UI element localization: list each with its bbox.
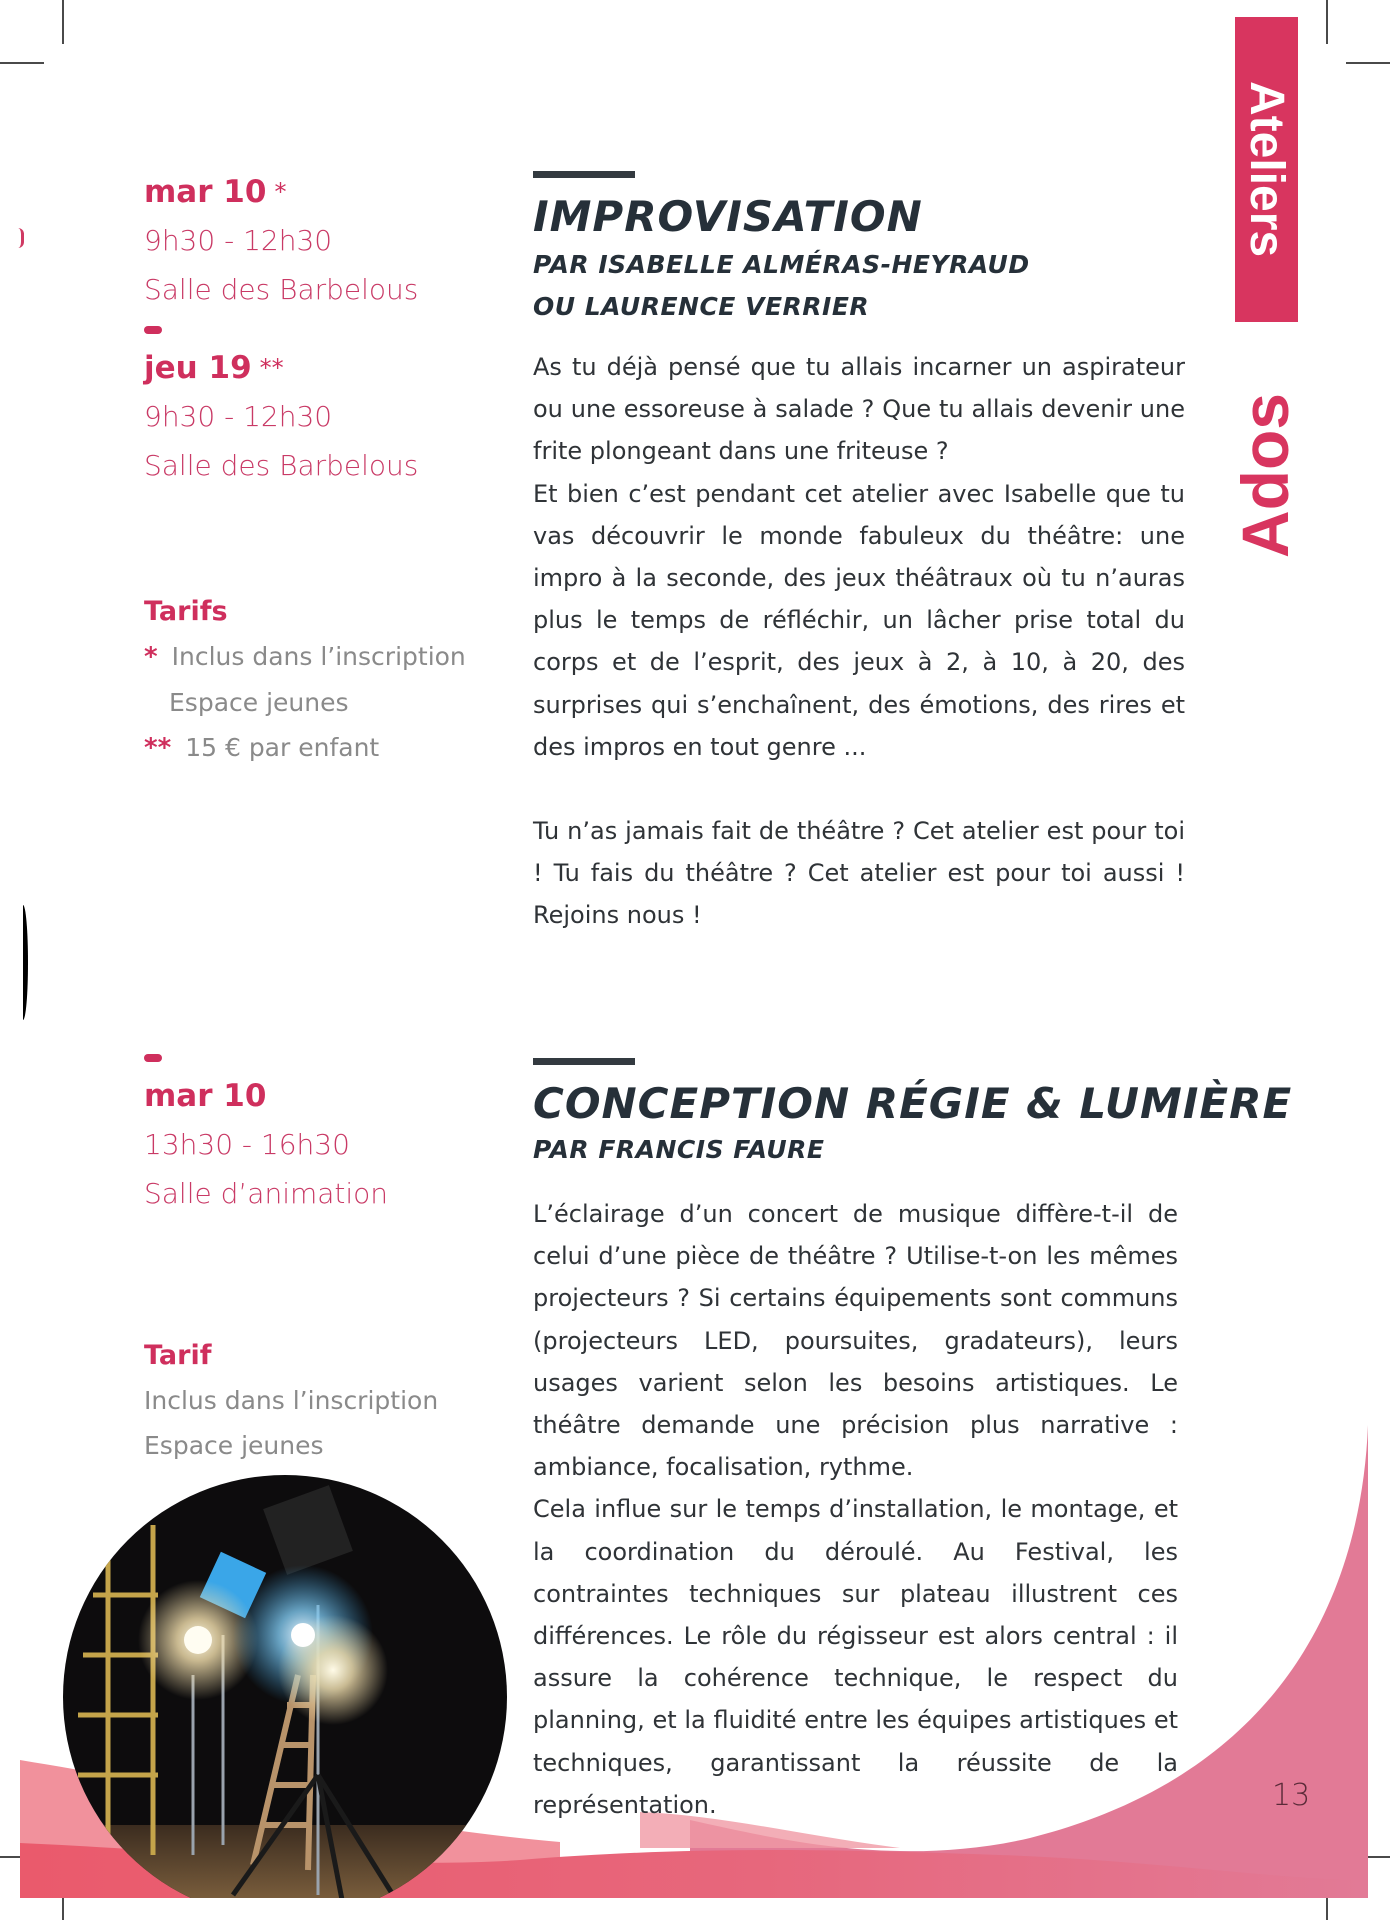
body-paragraph: Et bien c’est pendant cet atelier avec Isabelle que tu vas découvrir le monde fabuleux du théâtre: une impro à la seconde, des jeux théâtraux où tu n’auras plus le temps de réfléchir, un lâcher prise total du corps et de l’esprit, des jeux à 2, à 10, à 20, des surprises qui s’enchaînent, des émotions, des rires et des impros en tout genre ...	[533, 479, 1185, 761]
separator-dash	[144, 1054, 162, 1062]
workshop-byline: PAR ISABELLE ALMÉRAS-HEYRAUD	[533, 250, 1030, 279]
session-room: Salle d’animation	[144, 1177, 389, 1210]
session-day: jeu 19 **	[144, 350, 284, 386]
page-number: 13	[1272, 1778, 1311, 1813]
stage-photo-illustration	[63, 1475, 507, 1919]
workshop-1-article	[533, 171, 1185, 937]
separator-dash	[144, 326, 162, 334]
workshop-title: CONCEPTION RÉGIE & LUMIÈRE	[533, 1079, 1293, 1128]
session-room: Salle des Barbelous	[144, 273, 419, 306]
stage-lighting-photo	[63, 1475, 507, 1919]
audience-label-wrap	[1230, 340, 1300, 610]
session-day: mar 10	[144, 1078, 267, 1114]
pricing-line: * Inclus dans l’inscription	[144, 642, 466, 672]
pricing-title: Tarif	[144, 1340, 212, 1371]
workshop-2-schedule	[144, 1048, 388, 1218]
asterisk-icon: *	[144, 642, 158, 672]
pricing-title: Tarifs	[144, 596, 228, 627]
category-label: Ateliers	[1240, 81, 1293, 258]
body-paragraph: Cela influe sur le temps d’installation, le montage, et la coordination du déroulé. Au Festival, les contraintes techniques sur plateau illustrent ces différences. Le rôle du régisseur est alors central : il assure la cohérence technique, le respect du planning, et la fluidité entre les équipes artistiques et techniques, garantissant la réussite de la représentation.	[533, 1495, 1178, 1819]
body-paragraph: As tu déjà pensé que tu allais incarner un aspirateur ou une essoreuse à salade ? Que tu allais devenir une frite plongeant dans une friteuse ?	[533, 353, 1185, 466]
session-room: Salle des Barbelous	[144, 449, 419, 482]
workshop-1-pricing	[144, 590, 466, 771]
heading-rule	[533, 1058, 635, 1065]
pricing-line: Espace jeunes	[169, 688, 349, 717]
asterisk-icon: **	[144, 733, 172, 763]
workshop-byline: OU LAURENCE VERRIER	[533, 292, 870, 321]
pricing-line: ** 15 € par enfant	[144, 733, 380, 763]
session-time: 13h30 - 16h30	[144, 1128, 350, 1161]
workshop-2-pricing	[144, 1334, 438, 1468]
audience-label: Ados	[1228, 392, 1302, 558]
body-paragraph: Tu n’as jamais fait de théâtre ? Cet atelier est pour toi ! Tu fais du théâtre ? Cet atelier est pour toi aussi ! Rejoins nous !	[533, 817, 1185, 930]
session-time: 9h30 - 12h30	[144, 224, 333, 257]
body-paragraph: L’éclairage d’un concert de musique diffère-t-il de celui d’une pièce de théâtre ? Utilise-t-on les mêmes projecteurs ? Si certains équipements sont communs (projecteurs LED, poursuites, gradateurs), leurs usages varient selon les besoins artistiques. Le théâtre demande une précision plus narrative : ambiance, focalisation, rythme.	[533, 1200, 1178, 1482]
workshop-1-schedule	[144, 168, 418, 490]
pricing-line: Inclus dans l’inscription	[144, 1386, 439, 1415]
section-tab-label	[1235, 17, 1298, 322]
workshop-title: IMPROVISATION	[533, 192, 923, 241]
heading-rule	[533, 171, 635, 178]
session-time: 9h30 - 12h30	[144, 400, 333, 433]
session-day: mar 10 *	[144, 174, 287, 210]
pricing-line: Espace jeunes	[144, 1431, 324, 1460]
workshop-byline: PAR FRANCIS FAURE	[533, 1135, 825, 1164]
